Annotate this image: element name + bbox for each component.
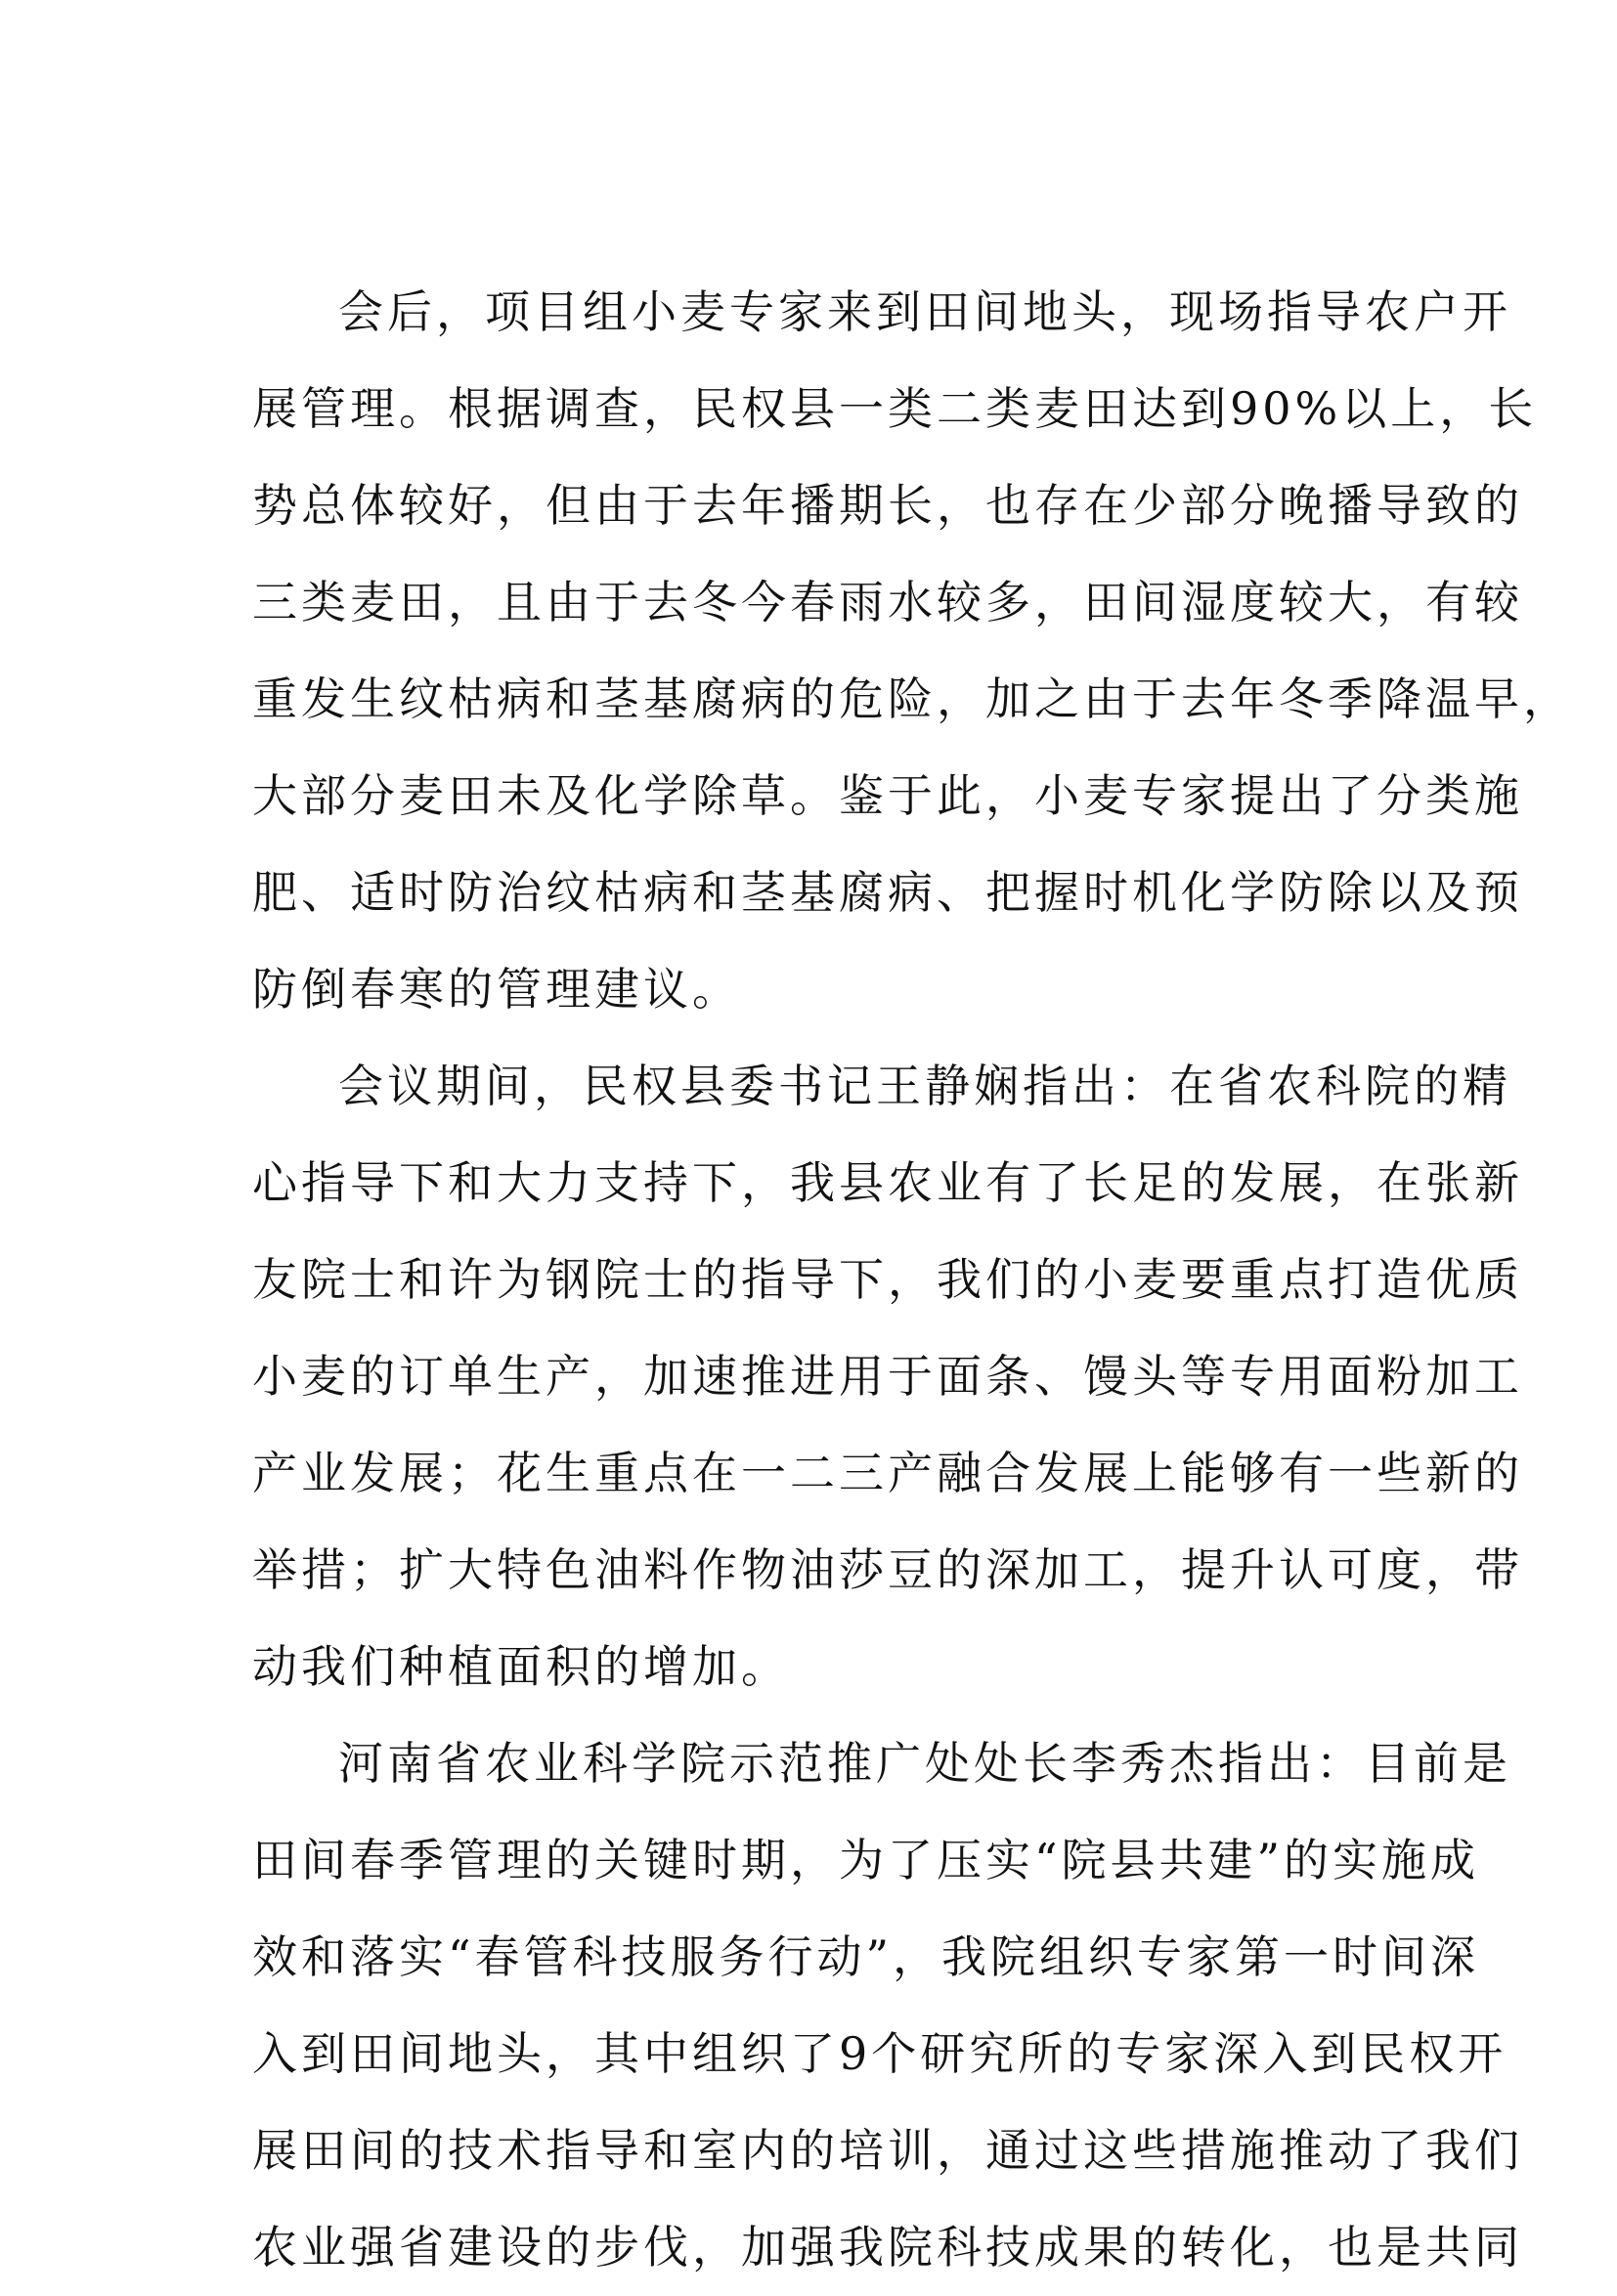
paragraph-academy-director	[252, 1715, 1523, 2296]
text-line: 农业强省建设的步伐，加强我院科技成果的转化，也是共同	[252, 2221, 1523, 2274]
text-line: 效和落实“春管科技服务行动”，我院组织专家第一时间深	[252, 1930, 1480, 1983]
text-line: 动我们种植面积的增加。	[252, 1640, 790, 1693]
text-line: 肥、适时防治纹枯病和茎基腐病、把握时机化学防除以及预	[252, 866, 1523, 919]
paragraph-county-secretary	[252, 1038, 1523, 1715]
text-line: 会议期间，民权县委书记王静娴指出：在省农科院的精	[338, 1060, 1511, 1112]
text-line: 展管理。根据调查，民权县一类二类麦田达到90%以上，长	[252, 382, 1538, 435]
text-line: 会后，项目组小麦专家来到田间地头，现场指导农户开	[338, 285, 1511, 338]
text-line: 心指导下和大力支持下，我县农业有了长足的发展，在张新	[252, 1156, 1523, 1209]
text-line: 展田间的技术指导和室内的培训，通过这些措施推动了我们	[252, 2124, 1523, 2177]
text-line: 入到田间地头，其中组织了9个研究所的专家深入到民权开	[252, 2027, 1508, 2080]
text-line: 产业发展；花生重点在一二三产融合发展上能够有一些新的	[252, 1447, 1523, 1499]
text-line: 防倒春寒的管理建议。	[252, 963, 741, 1016]
text-line: 举措；扩大特色油料作物油莎豆的深加工，提升认可度，带	[252, 1543, 1523, 1596]
text-line: 河南省农业科学院示范推广处处长李秀杰指出：目前是	[338, 1737, 1511, 1790]
text-line: 三类麦田，且由于去冬今春雨水较多，田间湿度较大，有较	[252, 576, 1523, 628]
text-line: 友院士和许为钢院士的指导下，我们的小麦要重点打造优质	[252, 1253, 1523, 1306]
text-line: 小麦的订单生产，加速推进用于面条、馒头等专用面粉加工	[252, 1350, 1523, 1403]
text-line: 大部分麦田未及化学除草。鉴于此，小麦专家提出了分类施	[252, 769, 1523, 822]
paragraph-wheat-experts	[252, 264, 1572, 1038]
document-body	[252, 264, 1572, 2296]
text-line: 势总体较好，但由于去年播期长，也存在少部分晚播导致的	[252, 479, 1523, 532]
text-line: 田间春季管理的关键时期，为了压实“院县共建”的实施成	[252, 1834, 1480, 1886]
text-line: 重发生纹枯病和茎基腐病的危险，加之由于去年冬季降温早，	[252, 672, 1572, 725]
